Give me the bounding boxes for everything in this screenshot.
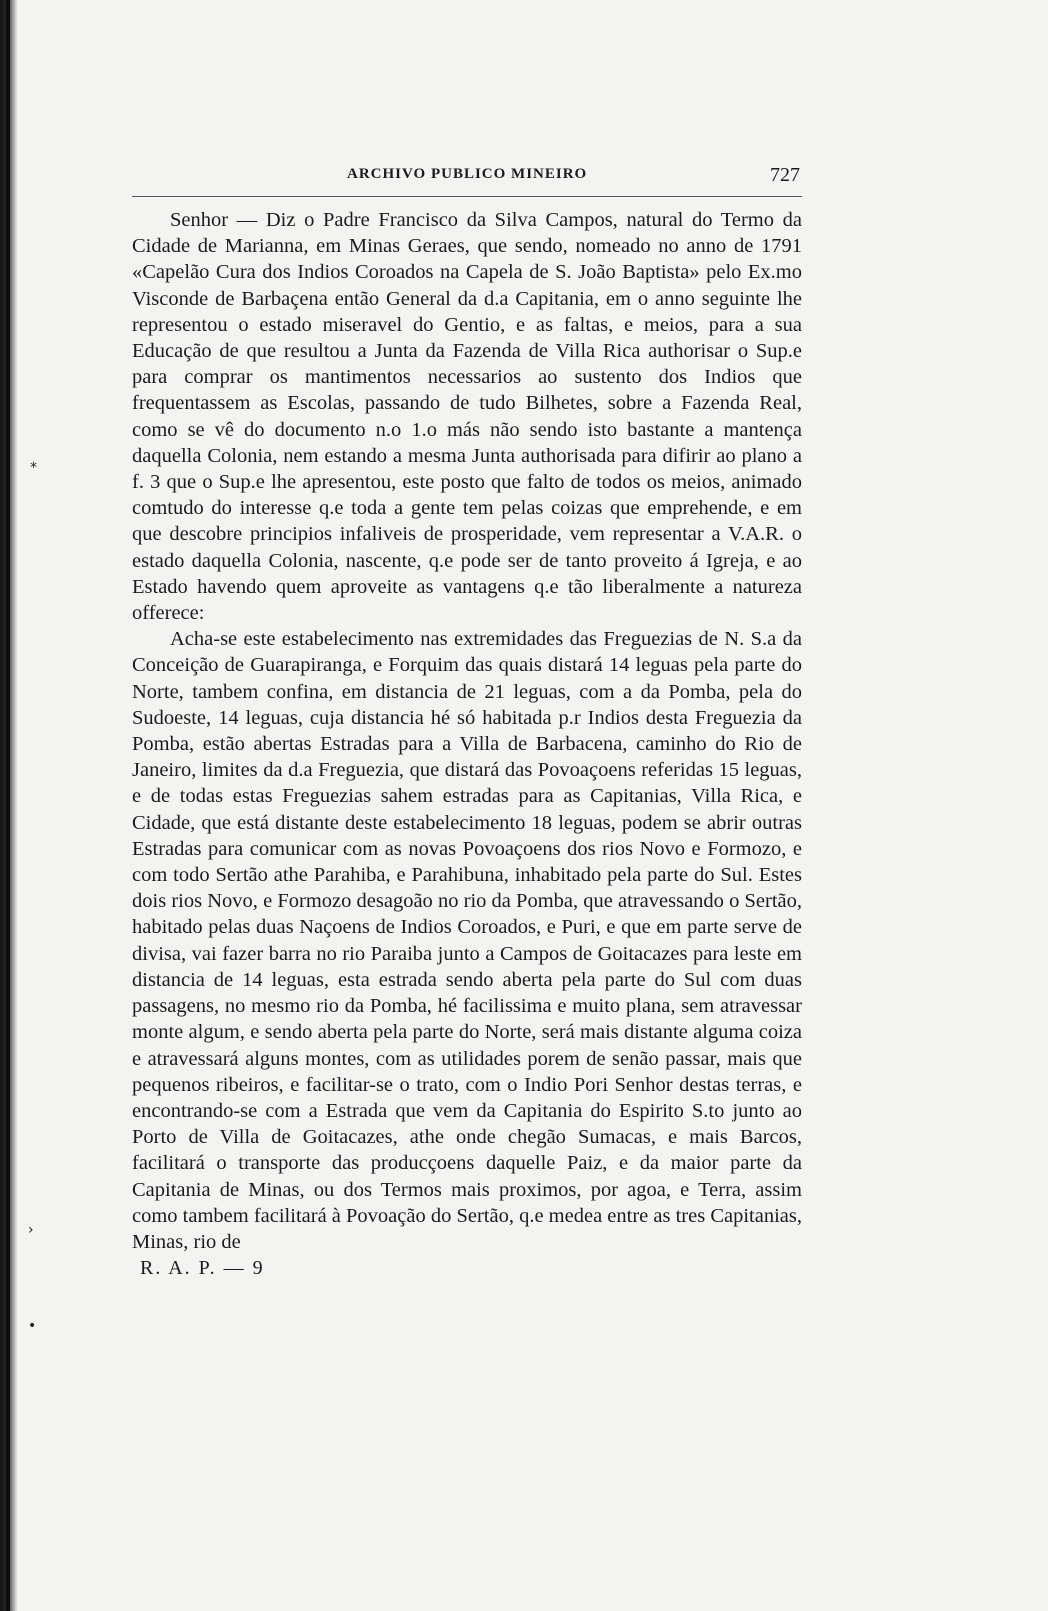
- body-text: [132, 207, 802, 1255]
- document-page: [132, 160, 802, 1280]
- footer-signature: R. A. P. — 9: [140, 1257, 265, 1280]
- page-number: 727: [770, 164, 800, 186]
- running-header: [132, 160, 802, 197]
- paragraph: Acha-se este estabelecimento nas extremidades das Freguezias de N. S.a da Conceição de Guarapiranga, e Forquim das quais distará 14 leguas pela parte do Norte, tambem confina, em distancia de 21 leguas, com a da Pomba, pela do Sudoeste, 14 leguas, cuja distancia hé só habitada p.r Indios desta Freguezia da Pomba, estão abertas Estradas para a Villa de Barbacena, caminho do Rio de Janeiro, limites da d.a Freguezia, que distará das Povoaçoens referidas 15 leguas, e de todas estas Freguezias sahem estradas para as Capitanias, Villa Rica, e Cidade, que está distante deste estabelecimento 18 leguas, podem se abrir outras Estradas para comunicar com as novas Povoaçoens dos rios Novo e Formozo, e com todo Sertão athe Parahiba, e Parahibuna, inhabitado pela parte do Sul. Estes dois rios Novo, e Formozo desagoão no rio da Pomba, que atravessando o Sertão, habitado pelas duas Naçoens de Indios Coroados, e Puri, e que em parte serve de divisa, vai fazer barra no rio Paraiba junto a Campos de Goitacazes para leste em distancia de 14 leguas, esta estrada sendo aberta pela parte do Sul com duas passagens, no mesmo rio da Pomba, hé facilissima e muito plana, sem atravessar monte algum, e sendo aberta pela parte do Norte, será mais distante alguma coiza e atravessará alguns montes, com as utilidades porem de senão passar, mais que pequenos ribeiros, e facilitar-se o trato, com o Indio Pori Senhor destas terras, e encontrando-se com a Estrada que vem da Capitania do Espirito S.to junto ao Porto de Villa de Goitacazes, athe onde chegão Sumacas, e mais Barcos, facilitará o transporte das producçoens daquelle Paiz, e da maior parte da Capitania de Minas, ou dos Termos mais proximos, por agoa, e Terra, assim como tambem facilitará à Povoação do Sertão, q.e medea entre as tres Capitanias, Minas, rio de: [132, 628, 802, 1253]
- margin-mark: ›: [28, 1222, 34, 1238]
- margin-mark: *: [30, 460, 37, 476]
- page-spine-edge: [6, 0, 10, 1611]
- margin-mark: •: [28, 1318, 37, 1334]
- paragraph: Senhor — Diz o Padre Francisco da Silva Campos, natural do Termo da Cidade de Marianna, em Minas Geraes, que sendo, nomeado no anno de 1791 «Capelão Cura dos Indios Coroados na Capela de S. João Baptista» pelo Ex.mo Visconde de Barbaçena então General da d.a Capitania, em o anno seguinte lhe representou o estado miseravel do Gentio, e as faltas, e meios, para a sua Educação de que resultou a Junta da Fazenda de Villa Rica authorisar o Sup.e para comprar os mantimentos necessarios ao sustento dos Indios que frequentassem as Escolas, passando de tudo Bilhetes, sobre a Fazenda Real, como se vê do documento n.o 1.o más não sendo isto bastante a mantença daquella Colonia, nem estando a mesma Junta authorisada para difirir ao plano a f. 3 que o Sup.e lhe apresentou, este posto que falto de todos os meios, animado comtudo do interesse q.e toda a gente tem pelas coizas que emprehende, e em que descobre principios infaliveis de prosperidade, vem representar a V.A.R. o estado daquella Colonia, nascente, q.e pode ser de tanto proveito á Igreja, e ao Estado havendo quem aproveite as vantagens q.e tão liberalmente a natureza offerece:: [132, 209, 802, 625]
- running-title: ARCHIVO PUBLICO MINEIRO: [347, 166, 588, 182]
